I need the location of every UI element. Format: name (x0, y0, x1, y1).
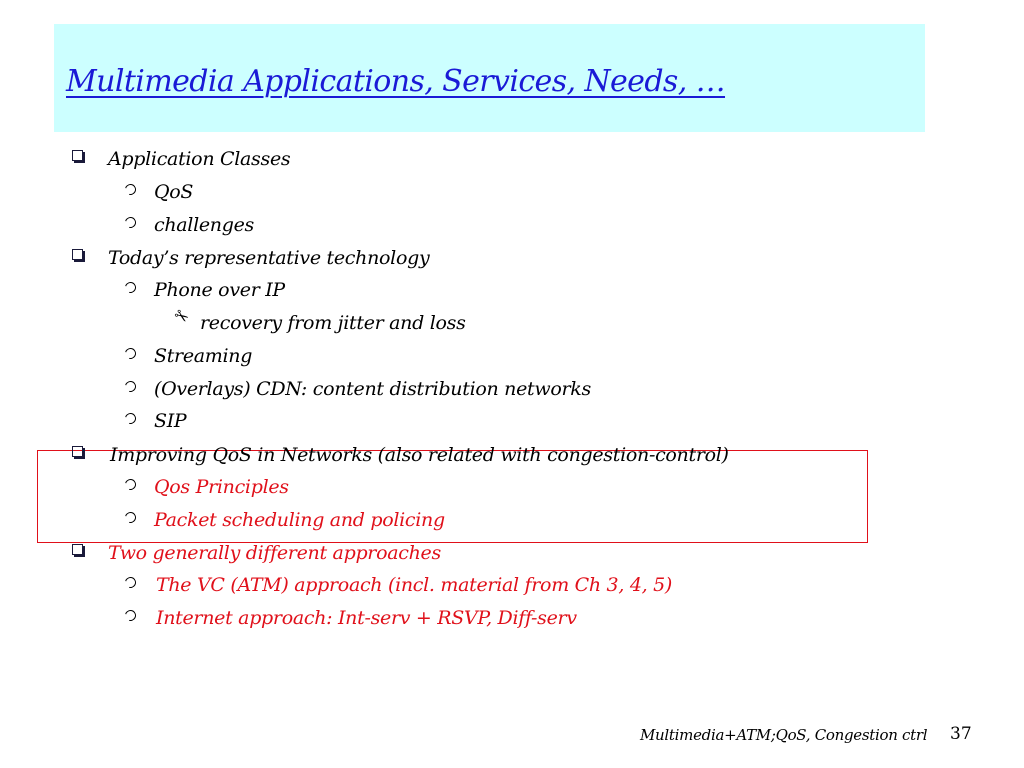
square-bullet-icon (72, 544, 83, 555)
bullet-cdn: (Overlays) CDN: content distribution networks (154, 378, 591, 400)
bullet-phone-over-ip: Phone over IP (154, 279, 285, 301)
ring-bullet-icon (123, 215, 138, 230)
slide-footer: Multimedia+ATM;QoS, Congestion ctrl (640, 726, 928, 744)
page-number: 37 (950, 724, 972, 744)
ring-bullet-icon (123, 280, 138, 295)
bullet-improving-qos: Improving QoS in Networks (also related with congestion-control) (110, 444, 729, 466)
square-bullet-icon (72, 150, 83, 161)
bullet-jitter-recovery: recovery from jitter and loss (200, 312, 466, 334)
scissors-icon: ✂ (169, 304, 193, 330)
bullet-challenges: challenges (154, 214, 254, 236)
bullet-internet-approach: Internet approach: Int-serv + RSVP, Diff-serv (156, 607, 577, 629)
bullet-qos: QoS (154, 181, 194, 203)
ring-bullet-icon (123, 411, 138, 426)
ring-bullet-icon (123, 346, 138, 361)
bullet-application-classes: Application Classes (108, 148, 291, 170)
bullet-streaming: Streaming (154, 345, 253, 367)
bullet-packet-scheduling: Packet scheduling and policing (154, 509, 445, 531)
bullet-qos-principles: Qos Principles (154, 476, 289, 498)
square-bullet-icon (72, 446, 83, 457)
bullet-vc-atm-approach: The VC (ATM) approach (incl. material from Ch 3, 4, 5) (156, 574, 672, 596)
bullet-todays-technology: Today’s representative technology (108, 247, 430, 269)
bullet-sip: SIP (154, 410, 187, 432)
ring-bullet-icon (123, 379, 138, 394)
slide-title: Multimedia Applications, Services, Needs, … (66, 64, 726, 99)
square-bullet-icon (72, 249, 83, 260)
ring-bullet-icon (123, 575, 138, 590)
bullet-two-approaches: Two generally different approaches (108, 542, 441, 564)
ring-bullet-icon (123, 182, 138, 197)
ring-bullet-icon (123, 608, 138, 623)
